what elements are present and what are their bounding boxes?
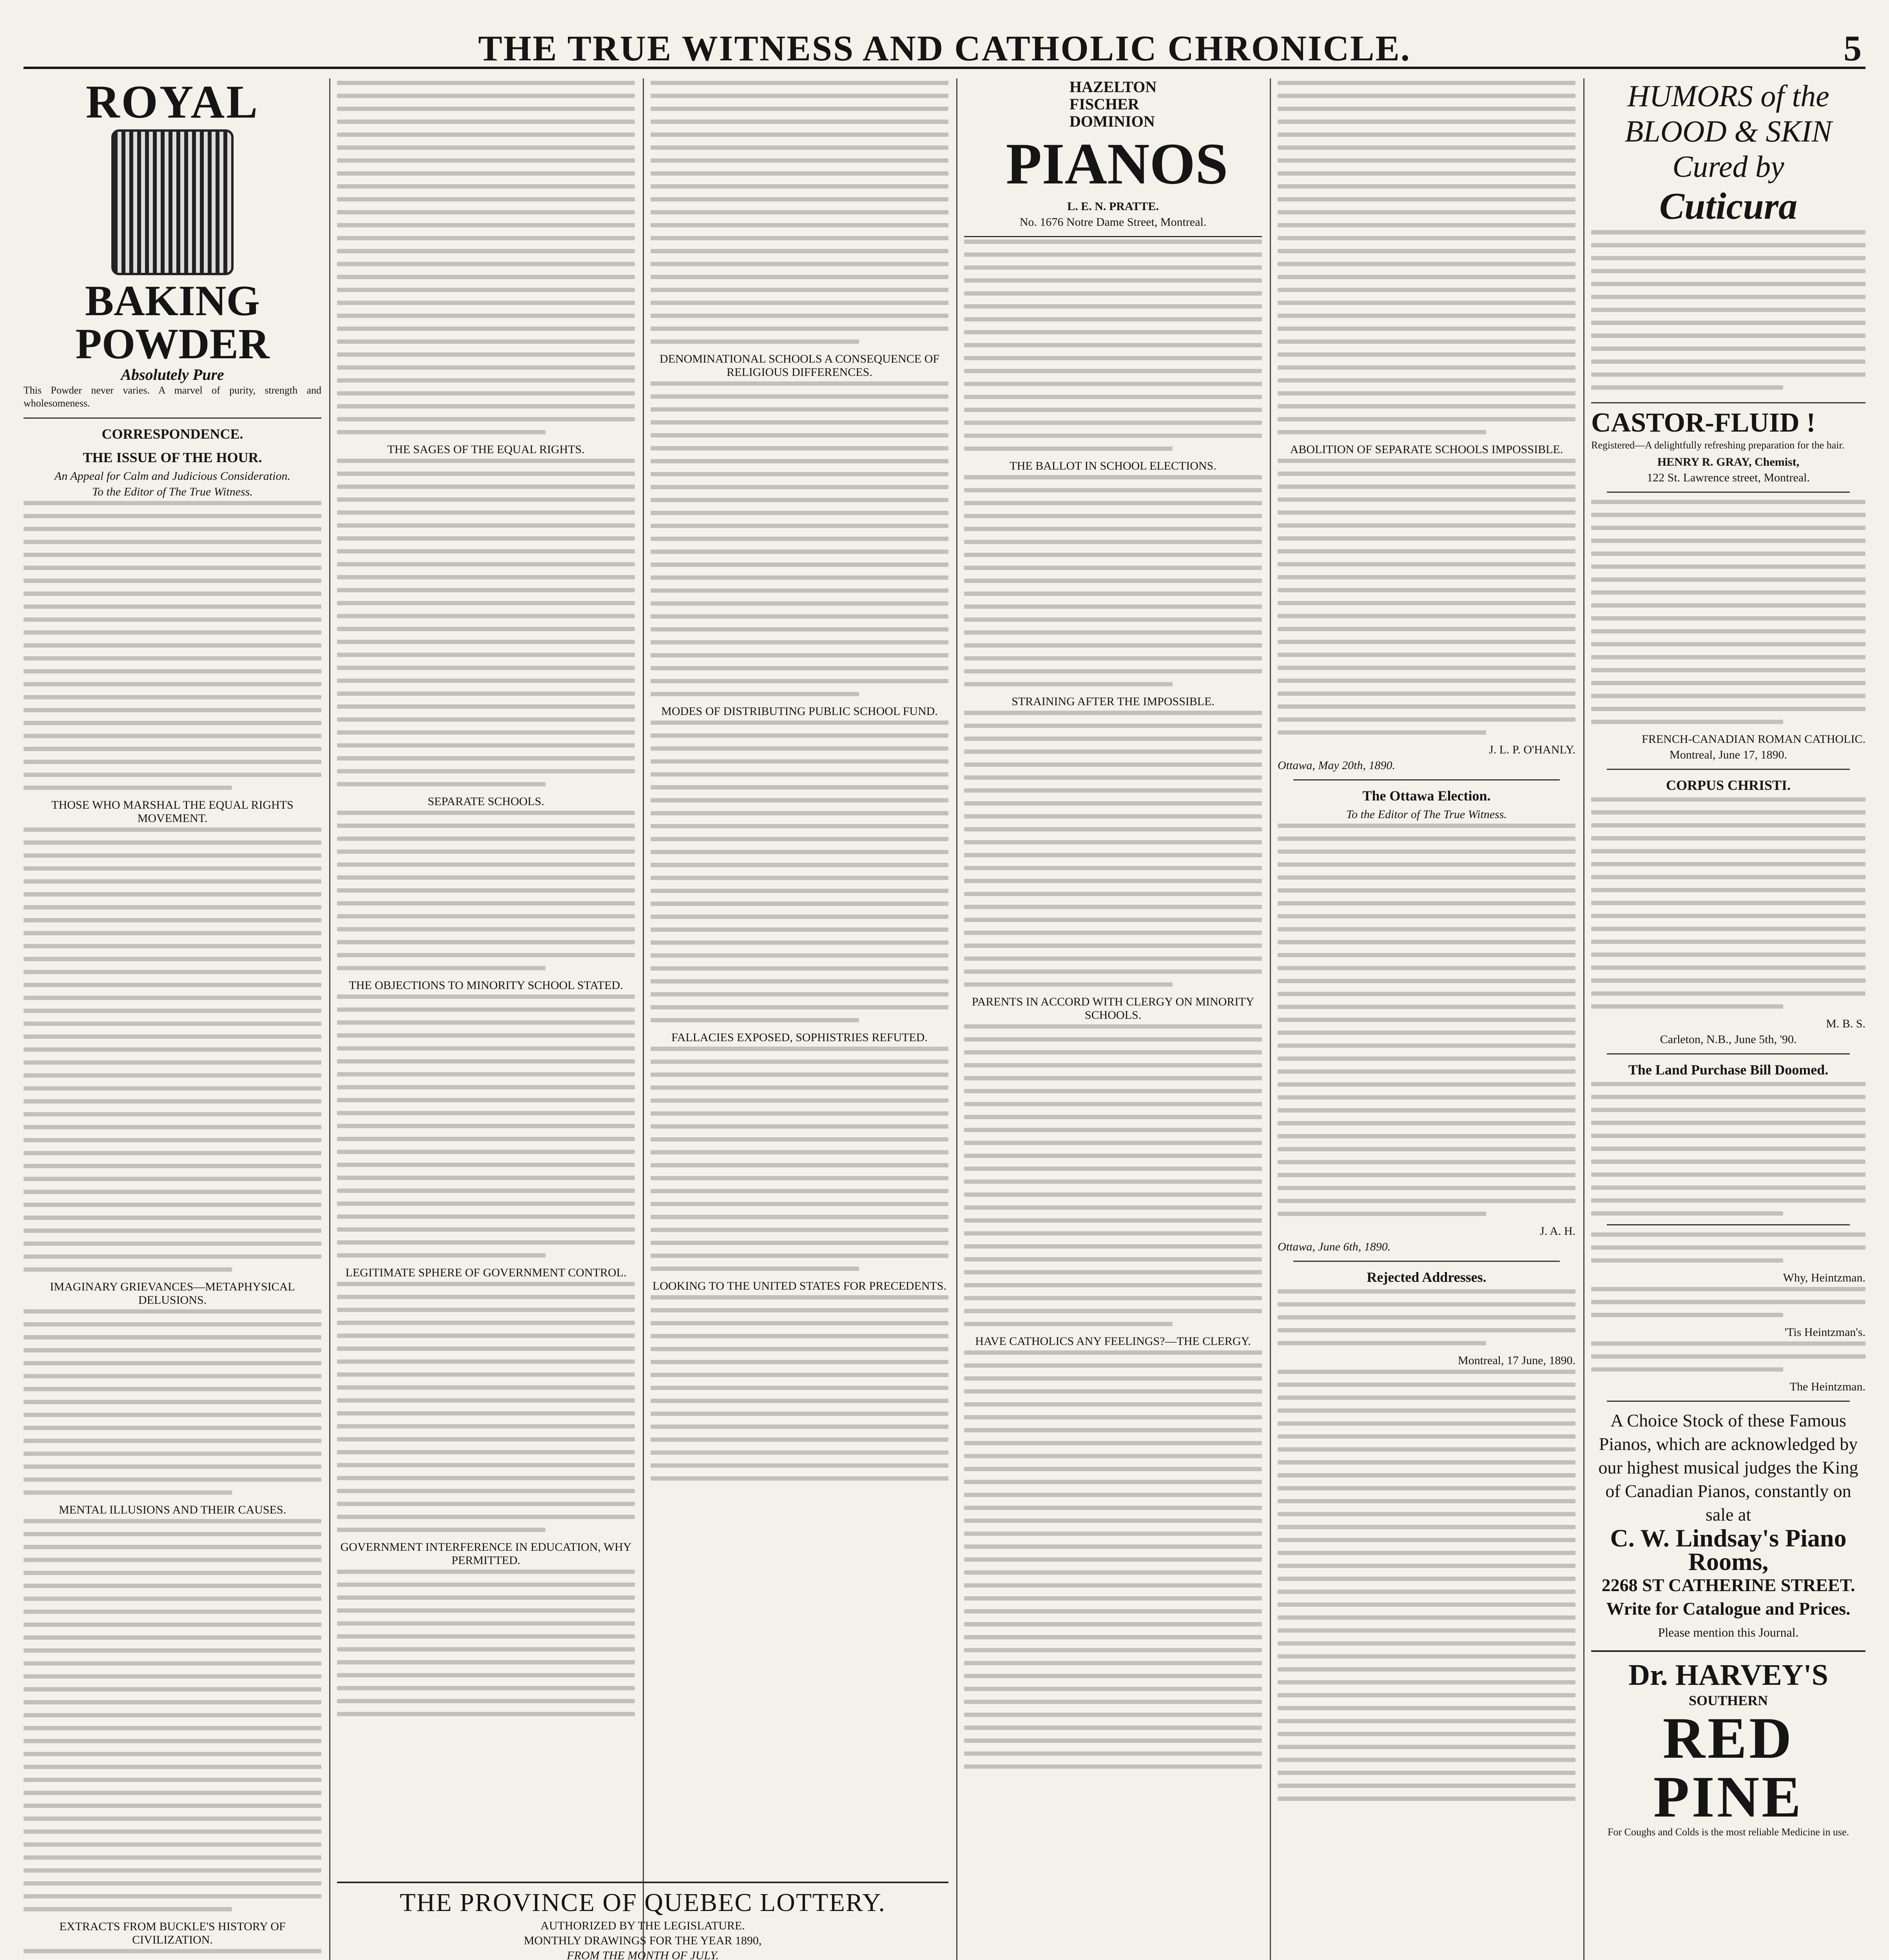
article-text xyxy=(964,1350,1262,1769)
royal-word-baking: BAKING xyxy=(85,277,260,325)
article-text xyxy=(337,81,635,434)
column-rule xyxy=(643,78,644,1960)
article-text xyxy=(24,828,321,1272)
section-heading: THE OBJECTIONS TO MINORITY SCHOOL STATED. xyxy=(349,979,623,992)
article-text xyxy=(337,1570,635,1716)
cuticura-ad xyxy=(1591,78,1865,403)
royal-word-powder: POWDER xyxy=(75,320,270,368)
article-text xyxy=(1278,459,1575,735)
article-text xyxy=(651,720,948,1022)
column-rule xyxy=(1583,78,1584,1960)
column-2 xyxy=(337,78,635,1866)
article-text xyxy=(964,240,1262,451)
poem-text xyxy=(1591,797,1865,1009)
article-text xyxy=(1591,500,1865,724)
piano-brand: DOMINION xyxy=(1069,113,1155,130)
heintzman-line: 'Tis Heintzman's. xyxy=(1784,1326,1865,1339)
section-heading: SEPARATE SCHOOLS. xyxy=(428,795,544,808)
column-5 xyxy=(1278,78,1575,1960)
gray-address: 122 St. Lawrence street, Montreal. xyxy=(1647,471,1810,484)
dateline: Ottawa, May 20th, 1890. xyxy=(1278,759,1395,772)
section-heading: GOVERNMENT INTERFERENCE IN EDUCATION, WHY PERMITTED. xyxy=(340,1541,632,1567)
castor-description: Registered—A delightfully refreshing preparation for the hair. xyxy=(1591,439,1845,451)
choice-stock-text: A Choice Stock of these Famous Pianos, which are acknowledged by our highest musical judges the King of Canadian Pianos, constantly on sale at xyxy=(1598,1410,1858,1524)
section-heading: THOSE WHO MARSHAL THE EQUAL RIGHTS MOVEMENT. xyxy=(51,799,294,825)
article-text xyxy=(651,1047,948,1271)
harvey-description: For Coughs and Colds is the most reliable Medicine in use. xyxy=(1608,1826,1849,1838)
section-heading: MODES OF DISTRIBUTING PUBLIC SCHOOL FUND. xyxy=(661,705,938,718)
masthead xyxy=(24,20,1865,69)
divider xyxy=(1607,1401,1850,1402)
pianos-word: PIANOS xyxy=(1006,131,1228,196)
humors-heading: HUMORS of the BLOOD & SKIN Cured by xyxy=(1624,79,1832,183)
divider xyxy=(1607,492,1850,493)
section-heading: MENTAL ILLUSIONS AND THEIR CAUSES. xyxy=(58,1503,286,1516)
article-text xyxy=(651,81,948,344)
correspondence-heading: CORRESPONDENCE. xyxy=(102,426,243,442)
mention-journal: Please mention this Journal. xyxy=(1658,1625,1799,1639)
column-6 xyxy=(1591,78,1865,1960)
heintzman-verse xyxy=(1591,1287,1865,1317)
article-text xyxy=(1278,1370,1575,1801)
pratte-name: L. E. N. PRATTE. xyxy=(1067,200,1159,213)
harvey-name: Dr. HARVEY'S xyxy=(1628,1659,1828,1691)
section-heading: THE BALLOT IN SCHOOL ELECTIONS. xyxy=(1010,459,1216,472)
article-text xyxy=(964,711,1262,987)
ad-text xyxy=(1591,230,1865,390)
article-text xyxy=(651,381,948,696)
newspaper-title: THE TRUE WITNESS AND CATHOLIC CHRONICLE. xyxy=(478,28,1411,68)
article-text xyxy=(24,1309,321,1495)
dateline: Montreal, 17 June, 1890. xyxy=(1458,1354,1575,1367)
section-heading: ABOLITION OF SEPARATE SCHOOLS IMPOSSIBLE. xyxy=(1290,443,1563,456)
royal-description: This Powder never varies. A marvel of purity, strength and wholesomeness. xyxy=(24,385,321,409)
article-text xyxy=(1278,824,1575,1216)
column-rule xyxy=(956,78,957,1960)
page-number: 5 xyxy=(1844,28,1862,68)
lottery-authorized: AUTHORIZED BY THE LEGISLATURE. xyxy=(540,1919,745,1932)
pianos-ad xyxy=(964,78,1262,237)
section-heading: LEGITIMATE SPHERE OF GOVERNMENT CONTROL. xyxy=(345,1266,627,1279)
section-heading: THE SAGES OF THE EQUAL RIGHTS. xyxy=(387,443,585,456)
heintzman-line: Why, Heintzman. xyxy=(1783,1271,1865,1284)
article-text xyxy=(1591,1082,1865,1216)
harvey-southern: SOUTHERN xyxy=(1688,1693,1768,1708)
lottery-monthly: MONTHLY DRAWINGS FOR THE YEAR 1890, xyxy=(524,1934,762,1947)
section-heading: HAVE CATHOLICS ANY FEELINGS?—THE CLERGY. xyxy=(975,1335,1251,1348)
quebec-lottery-ad xyxy=(337,1882,948,1960)
divider xyxy=(1607,1053,1850,1054)
corpus-christi-heading: CORPUS CHRISTI. xyxy=(1666,777,1791,793)
lindsay-write: Write for Catalogue and Prices. xyxy=(1606,1599,1851,1619)
signature: J. L. P. O'HANLY. xyxy=(1488,743,1575,756)
article-text xyxy=(24,1519,321,1911)
divider xyxy=(1293,1261,1560,1262)
divider xyxy=(1293,779,1560,780)
newspaper-page xyxy=(24,16,1865,1960)
baking-powder-can-icon xyxy=(111,129,234,275)
castor-fluid-heading: CASTOR-FLUID ! xyxy=(1591,408,1816,438)
issue-heading: THE ISSUE OF THE HOUR. xyxy=(83,450,262,465)
article-text xyxy=(337,459,635,786)
red-pine-ad xyxy=(1591,1650,1865,1838)
column-1 xyxy=(24,78,321,1960)
dateline: Montreal, June 17, 1890. xyxy=(1670,748,1787,761)
section-heading: STRAINING AFTER THE IMPOSSIBLE. xyxy=(1012,695,1215,708)
section-heading: PARENTS IN ACCORD WITH CLERGY ON MINORITY SCHOOLS. xyxy=(972,995,1254,1022)
signature: J. A. H. xyxy=(1540,1225,1575,1238)
section-heading: IMAGINARY GRIEVANCES—METAPHYSICAL DELUSIONS. xyxy=(50,1280,295,1307)
section-heading: FALLACIES EXPOSED, SOPHISTRIES REFUTED. xyxy=(671,1031,928,1044)
gray-name: HENRY R. GRAY, Chemist, xyxy=(1657,456,1800,468)
column-3 xyxy=(651,78,948,1866)
dateline: Ottawa, June 6th, 1890. xyxy=(1278,1240,1391,1253)
article-text xyxy=(337,1282,635,1532)
piano-brand: HAZELTON xyxy=(1069,78,1157,96)
article-text xyxy=(1278,81,1575,434)
article-text xyxy=(24,501,321,790)
editor-salutation: To the Editor of The True Witness. xyxy=(1346,808,1507,821)
royal-baking-powder-ad xyxy=(24,78,321,419)
royal-brand: ROYAL xyxy=(85,78,259,128)
article-text xyxy=(964,1024,1262,1326)
column-rule xyxy=(1270,78,1271,1960)
editor-salutation: To the Editor of The True Witness. xyxy=(92,485,253,498)
red-pine-word: RED PINE xyxy=(1653,1706,1804,1829)
section-heading: EXTRACTS FROM BUCKLE'S HISTORY OF CIVILIZATION. xyxy=(59,1920,286,1946)
column-rule xyxy=(329,78,330,1960)
section-heading: DENOMINATIONAL SCHOOLS A CONSEQUENCE OF RELIGIOUS DIFFERENCES. xyxy=(660,352,939,379)
lottery-title: THE PROVINCE OF QUEBEC LOTTERY. xyxy=(400,1888,886,1917)
article-text xyxy=(337,811,635,970)
signature: M. B. S. xyxy=(1826,1017,1865,1030)
land-bill-heading: The Land Purchase Bill Doomed. xyxy=(1628,1062,1829,1078)
lindsay-ad xyxy=(1591,1409,1865,1644)
lindsay-name: C. W. Lindsay's Piano Rooms, xyxy=(1610,1524,1847,1575)
article-text xyxy=(651,1295,948,1481)
piano-brands xyxy=(1070,78,1157,130)
column-4 xyxy=(964,78,1262,1960)
heintzman-line: The Heintzman. xyxy=(1789,1380,1865,1393)
divider xyxy=(1607,1224,1850,1225)
signature: FRENCH-CANADIAN ROMAN CATHOLIC. xyxy=(1642,733,1865,746)
heintzman-verse xyxy=(1591,1341,1865,1372)
article-text xyxy=(24,1949,321,1960)
royal-pure: Absolutely Pure xyxy=(121,366,224,383)
divider xyxy=(1607,769,1850,770)
section-heading: LOOKING TO THE UNITED STATES FOR PRECEDENTS. xyxy=(652,1279,947,1292)
lottery-month: FROM THE MONTH OF JULY. xyxy=(567,1949,719,1960)
rejected-heading: Rejected Addresses. xyxy=(1367,1269,1487,1285)
lindsay-street: 2268 ST CATHERINE STREET. xyxy=(1601,1575,1855,1595)
article-text xyxy=(1278,1289,1575,1345)
dateline: Carleton, N.B., June 5th, '90. xyxy=(1660,1033,1797,1046)
article-text xyxy=(964,475,1262,686)
election-heading: The Ottawa Election. xyxy=(1362,788,1491,804)
pratte-address: No. 1676 Notre Dame Street, Montreal. xyxy=(1019,216,1207,229)
piano-brand: FISCHER xyxy=(1069,95,1139,113)
issue-subheading: An Appeal for Calm and Judicious Consideration. xyxy=(54,470,290,483)
heintzman-verse xyxy=(1591,1232,1865,1263)
cuticura-brand: Cuticura xyxy=(1659,185,1798,227)
article-text xyxy=(337,995,635,1258)
